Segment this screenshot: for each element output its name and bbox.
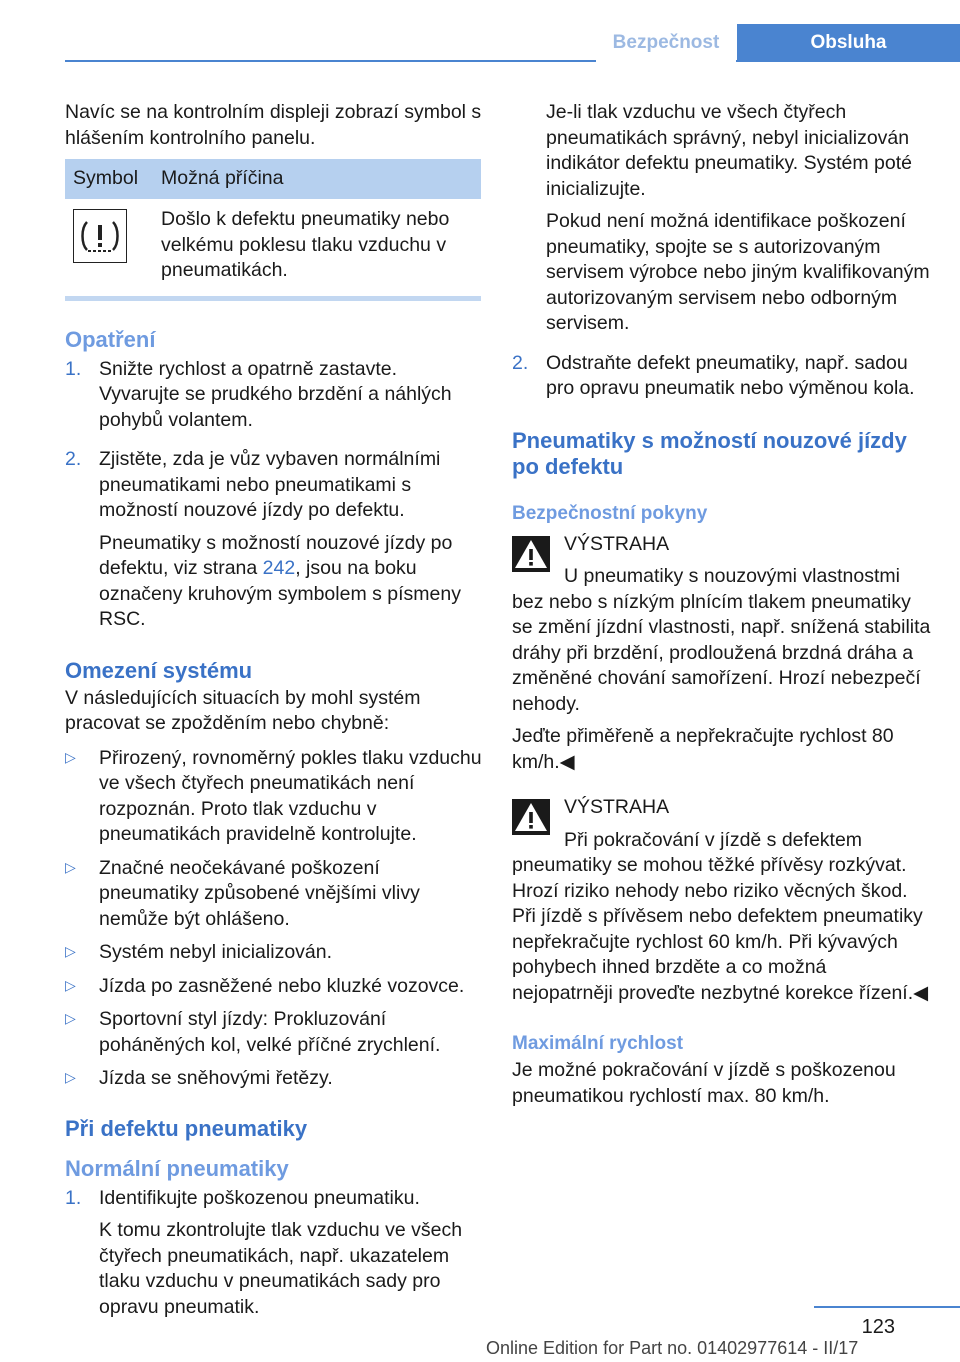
page-number: 123	[861, 1316, 895, 1338]
warning-triangle-icon	[512, 799, 550, 835]
limitations-list	[65, 746, 483, 1092]
list-item: ▷ Přirozený, rovnoměrný pokles tlaku vzduchu ve všech čtyřech pneumatikách není rozpoznán. Proto tlak vzduchu v pneumatikách pravidelně kontrolujte.	[65, 746, 483, 848]
table-header	[65, 159, 481, 199]
warning-text-2: Jeďte přiměřeně a nepřekračujte rychlost 80 km/h.◀	[512, 725, 894, 773]
list-item: ▷ Jízda se sněhovými řetězy.	[65, 1066, 483, 1092]
warning-text: Při pokračování v jízdě s defektem pneumatiky se mohou těžké přívěsy rozkývat. Hrozí riziko nehody nebo riziko věcných škod. Při jízdě s přívěsem nebo defektem pneumatiky nepřekračujte rychlost 60 km/h. Při kývavých pohybech ihned brzděte a co možná nejopatrněji proveďte nezbytné korekce řízení.◀	[512, 828, 929, 1004]
warning-text: U pneumatiky s nouzovými vlastnostmi bez nebo s nízkým plnícím tlakem pneumatiky se změní jízdní vlastnosti, např. snížená stabilita dráhy při brzdění, prodloužená brzdná dráha a změněné chování samořízení. Hrozí nebezpečí nehody.	[512, 565, 931, 715]
max-speed-text: Je možné pokračování v jízdě s poškozenou pneumatikou rychlostí max. 80 km/h.	[512, 1059, 896, 1107]
left-column	[65, 100, 483, 1335]
list-item: ▷ Systém nebyl inicializován.	[65, 940, 483, 966]
heading-rsc: Pneumatiky s možností nouzové jízdy po defektu	[512, 427, 907, 479]
warning-block	[512, 532, 932, 776]
defect-steps-list	[65, 1186, 483, 1328]
list-item: 2. Zjistěte, zda je vůz vybaven normálními pneumatikami nebo pneumatikami s možností nouzové jízdy po defektu. Pneumatiky s možností nouzové jízdy po defektu, viz strana 242, jsou na boku označeny kruhovým symbolem s písmeny RSC.	[65, 448, 461, 630]
heading-maximalni-rychlost: Maximální rychlost	[512, 1033, 684, 1054]
list-item: ▷ Značné neočekávané poškození pneumatiky způsobené vnějšími vlivy nemůže být ohlášeno.	[65, 856, 483, 933]
warning-title: VÝSTRAHA	[564, 532, 670, 555]
warning-triangle-icon	[512, 536, 550, 572]
bullet-triangle-icon: ▷	[65, 748, 76, 765]
cause-text: Došlo k defektu pneumatiky nebo velkému poklesu tlaku vzduchu v pneumatikách.	[161, 208, 450, 281]
warning-block	[512, 795, 932, 1006]
omezeni-intro: V následujících situacích by mohl systém pracovat se zpožděním nebo chybně:	[65, 686, 421, 734]
intro-text: Navíc se na kontrolním displeji zobrazí symbol s hlášením kontrolního panelu.	[65, 101, 482, 149]
heading-bezpecnostni-pokyny: Bezpečnostní pokyny	[512, 502, 708, 524]
bullet-triangle-icon: ▷	[65, 943, 76, 959]
bullet-triangle-icon: ▷	[65, 1010, 76, 1026]
tab-obsluha[interactable]: Obsluha	[737, 24, 960, 62]
tire-pressure-warning-icon	[73, 209, 127, 263]
bullet-triangle-icon: ▷	[65, 1069, 76, 1085]
heading-omezeni: Omezení systému	[65, 657, 253, 683]
heading-opatreni: Opatření	[65, 326, 156, 352]
list-item-continued: Je-li tlak vzduchu ve všech čtyřech pneumatikách správný, nebyl inicializován indikátor defektu pneumatiky. Systém poté inicializujte. Pokud není možná identifikace poškození pneumatiky, spojte se s autorizovaným servisem výrobce nebo jiným kvalifikovaným autorizovaným servisem nebo odborným servisem.	[546, 101, 930, 334]
column-header-symbol: Symbol	[73, 167, 139, 190]
list-item: 2. Odstraňte defekt pneumatiky, např. sadou pro opravu pneumatik nebo výměnou kola.	[512, 351, 915, 399]
edition-text: Online Edition for Part no. 01402977614 - II/17	[486, 1338, 859, 1358]
bullet-triangle-icon: ▷	[65, 976, 76, 993]
warning-title: VÝSTRAHA	[564, 796, 670, 818]
column-header-cause: Možná příčina	[161, 167, 284, 190]
tab-bezpecnost[interactable]: Bezpečnost	[596, 24, 736, 62]
table-row	[65, 199, 481, 301]
list-item: ▷ Sportovní styl jízdy: Prokluzování poháněných kol, velké příčné zrychlení.	[65, 1007, 483, 1058]
list-item: ▷ Jízda po zasněžené nebo kluzké vozovce.	[65, 974, 483, 1000]
heading-normalni-pneumatiky: Normální pneumatiky	[65, 1155, 289, 1181]
right-column	[512, 100, 932, 1116]
footer-rule	[814, 1306, 960, 1308]
list-item: 1. Identifikujte poškozenou pneumatiku. K tomu zkontrolujte tlak vzduchu ve všech čtyřech pneumatikách, např. ukazatelem tlaku vzduchu v pneumatikách sady pro opravu pneumatik.	[65, 1186, 463, 1318]
list-item: 1. Snižte rychlost a opatrně zastavte. Vyvarujte se prudkého brzdění a náhlých pohybů volantem.	[65, 357, 452, 431]
page-link-242[interactable]: 242	[262, 557, 296, 579]
bullet-triangle-icon: ▷	[65, 858, 76, 875]
steps-list	[65, 357, 483, 640]
symbol-table	[65, 159, 481, 301]
heading-pri-defektu: Při defektu pneumatiky	[65, 1115, 308, 1141]
